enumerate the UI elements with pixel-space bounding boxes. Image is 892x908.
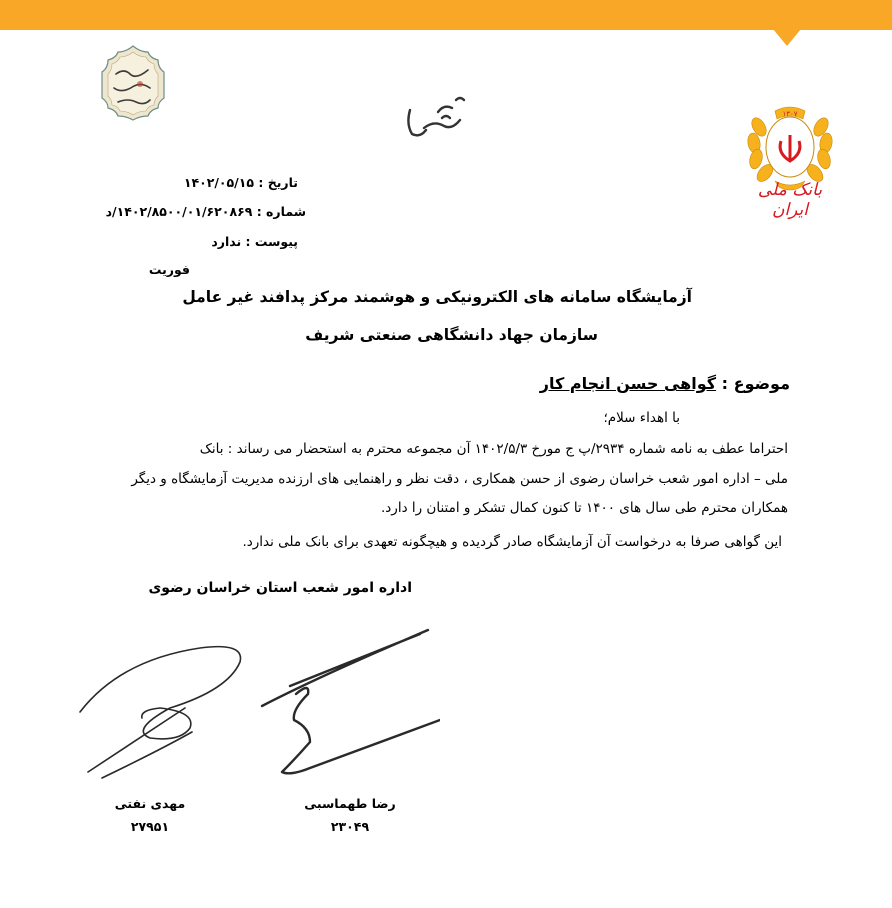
signature-stroke-right [262, 630, 440, 773]
header-accent-notch [773, 29, 801, 46]
body-line: این گواهی صرفا به درخواست آن آزمایشگاه صادر گردیده و هیچگونه تعهدی برای بانک ملی ندارد. [242, 534, 782, 550]
signature-stroke-left [80, 647, 241, 778]
signer-name: رضا طهماسبی [304, 796, 396, 811]
signer-id: ۲۳۰۴۹ [330, 819, 370, 834]
recipient-line-2: سازمان جهاد دانشگاهی صنعتی شریف [305, 326, 598, 344]
letter-number: شماره : ۱۴۰۲/۸۵۰۰/۰۱/۶۲۰۸۶۹/د [105, 204, 306, 219]
letter-priority: فوریت [148, 262, 190, 277]
calligraphy-badge-icon [100, 44, 166, 122]
letter-subject [480, 374, 790, 393]
signer-name: مهدی نفتی [114, 796, 186, 811]
greeting: با اهداء سلام؛ [603, 410, 680, 426]
signer-id: ۲۷۹۵۱ [130, 819, 170, 834]
body-line: همکاران محترم طی سال های ۱۴۰۰ تا کنون کمال تشکر و امتنان را دارد. [381, 500, 788, 516]
recipient-line-1: آزمایشگاه سامانه های الکترونیکی و هوشمند مرکز پدافند غیر عامل [182, 288, 692, 306]
letter-attachment: پیوست : ندارد [211, 234, 298, 249]
bank-name-logotype: بانک ملی ایران [757, 180, 823, 220]
bank-founding-year: ۱۳۰۷ [782, 110, 798, 118]
body-line: ملی – اداره امور شعب خراسان رضوی از حسن همکاری ، دقت نظر و راهنمایی های ارزنده مدیریت آزمایشگاه و دیگر [131, 471, 788, 487]
signing-department: اداره امور شعب استان خراسان رضوی [148, 580, 412, 596]
subject-label: موضوع : [716, 374, 790, 393]
header-accent-bar [0, 0, 892, 30]
body-line: احتراما عطف به نامه شماره ۲۹۳۴/پ ج مورخ ۱۴۰۲/۵/۳ آن مجموعه محترم به استحضار می رساند : بانک [199, 441, 788, 457]
subject-value: گواهی حسن انجام کار [539, 374, 717, 393]
letter-date: تاریخ : ۱۴۰۲/۰۵/۱۵ [183, 175, 298, 190]
invocation-calligraphy [398, 90, 468, 145]
handwritten-signatures [60, 620, 440, 800]
